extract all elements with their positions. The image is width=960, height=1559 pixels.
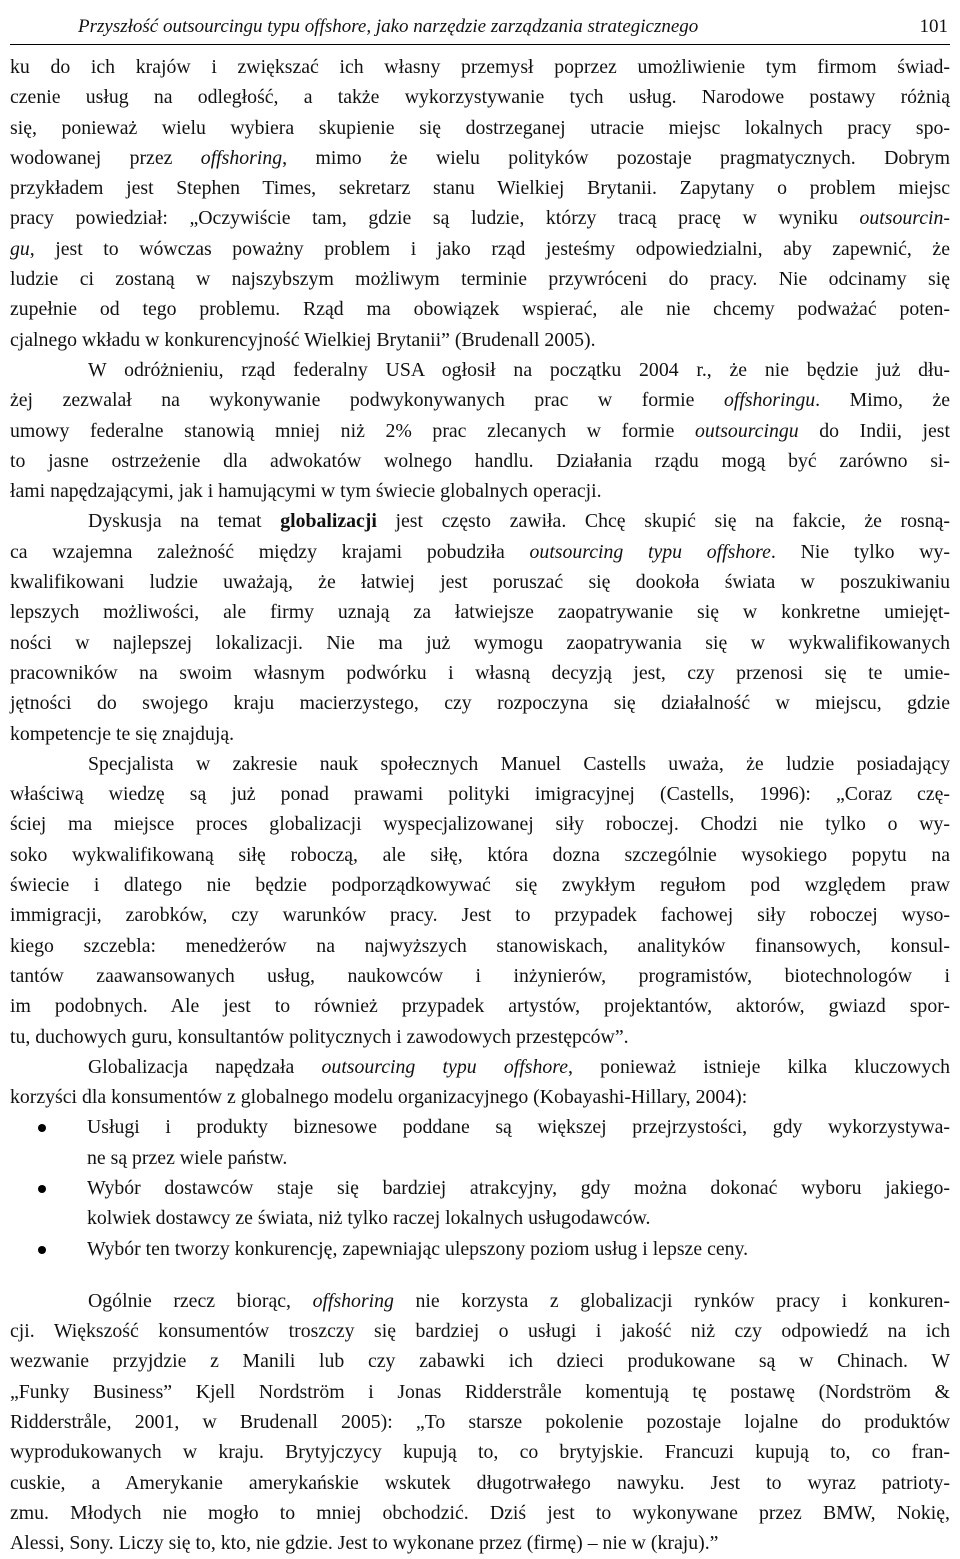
text-line: wezwanie przyjdzie z Manili lub czy zabawki ich dzieci produkowane są w Chinach. W [10,1350,950,1373]
text-line: pracowników na swoim własnym podwórku i własną decyzją jest, czy przenosi się te umie- [10,661,950,684]
text-line: kwalifikowani ludzie uważają, że łatwiej jest poruszać się dookoła świata w poszukiwaniu [10,571,950,594]
text-line: przykładem jest Stephen Times, sekretarz stanu Wielkiej Brytanii. Zapytany o problem miejsc [10,177,950,200]
text-run: ca wzajemna zależność między krajami pobudziła [10,540,530,563]
bullet-line: Wybór dostawców staje się bardziej atrakcyjny, gdy można dokonać wyboru jakiego- [87,1176,950,1199]
text-line: cuskie, a Amerykanie amerykańskie wskutek długotrwałego nawyku. Jest to wyraz patrioty- [10,1471,950,1494]
bullet-line: Usługi i produkty biznesowe poddane są większej przejrzystości, gdy wykorzystywa- [87,1116,950,1139]
bullet-icon [38,1124,46,1132]
paragraphs-bottom [10,1286,950,1559]
body-text [10,52,950,1559]
bold-term: globalizacji [280,510,377,533]
text-line: wyprodukowanych w kraju. Brytyjczycy kupują to, co brytyjskie. Francuzi kupują to, co fran- [10,1441,950,1464]
text-run: Ogólnie rzecz biorąc, [88,1289,313,1312]
text-line: soko wykwalifikowaną siłę roboczą, ale siłę, która dozna szczególnie wysokiego popytu na [10,843,950,866]
text-line [10,234,950,264]
text-line [10,537,950,567]
text-line [10,1052,950,1082]
italic-term: offshoring [312,1289,394,1312]
italic-term: outsourcing typu offshore [529,540,771,563]
text-line: zmu. Młodych nie mogło to mniej obchodzić. Dziś jest to wykonywane przez BMW, Nokię, [10,1501,950,1524]
running-title: Przyszłość outsourcingu typu offshore, jako narzędzie zarządzania strategicznego [78,16,699,37]
text-run: jest często zawiła. Chcę skupić się na fakcie, że rosną- [376,510,950,533]
text-line: ludzie ci zostaną w najszybszym możliwym terminie przywróceni do pracy. Nie odcinamy się [10,268,950,291]
italic-term: outsourcingu [694,419,799,442]
text-line: tu, duchowych guru, konsultantów politycznych i zawodowych przestępców”. [10,1025,629,1048]
text-line: „Funky Business” Kjell Nordström i Jonas Ridderstråle komentują tę postawę (Nordström & [10,1380,950,1403]
text-run: wodowanej przez [10,146,201,169]
text-line [10,1286,950,1316]
text-line [10,506,950,536]
text-line: czenie usług na odległość, a także wykorzystywanie tych usług. Narodowe postawy różnią [10,86,950,109]
text-run: do Indii, jest [798,419,950,442]
text-line: kompetencje te się znajdują. [10,722,235,745]
text-run: nie korzysta z globalizacji rynków pracy i konkuren- [393,1289,950,1312]
text-line: zupełnie od tego problemu. Rząd ma obowiązek wspierać, ale nie chcemy podważać poten- [10,298,950,321]
text-line: ności w najlepszej lokalizacji. Nie ma już wymogu zaopatrywania się w wykwalifikowanych [10,631,950,654]
text-line: się, ponieważ wielu wybiera skupienie się dostrzeganej utracie miejsc lokalnych pracy spo- [10,116,950,139]
text-run: . Mimo, że [815,389,951,412]
text-run: umowy federalne stanowią mniej niż 2% prac zlecanych w formie [10,419,695,442]
bullet-list [10,1112,950,1263]
text-line: cjalnego wkładu w konkurencyjność Wielkiej Brytanii” (Brudenall 2005). [10,328,596,351]
text-run: , mimo że wielu polityków pozostaje pragmatycznych. Dobrym [282,146,950,169]
text-line: korzyści dla konsumentów z globalnego modelu organizacyjnego (Kobayashi-Hillary, 2004): [10,1086,748,1109]
text-run: żej zezwalał na wykonywanie podwykonywanych prac w formie [10,389,724,412]
text-line: Specjalista w zakresie nauk społecznych Manuel Castells uważa, że ludzie posiadający [88,752,950,775]
text-line [10,385,950,415]
text-run: Globalizacja napędzała [88,1055,322,1078]
text-line: Ridderstråle, 2001, w Brudenall 2005): „To starsze pokolenie pozostaje lojalne do produktów [10,1411,950,1434]
text-line: ściej ma miejsce proces globalizacji wyspecjalizowanej siły roboczej. Chodzi nie tylko o wy- [10,813,950,836]
text-line: W odróżnieniu, rząd federalny USA ogłosił na początku 2004 r., że nie będzie już dłu- [88,358,950,381]
paragraphs-top [10,52,950,1112]
text-line: świecie i dlatego nie będzie podporządkowywać się zwykłym regułom pod względem praw [10,874,950,897]
text-run: pracy powiedział: „Oczywiście tam, gdzie są ludzie, którzy tracą pracę w wyniku [10,207,860,230]
bullet-line: Wybór ten tworzy konkurencję, zapewniając ulepszony poziom usług i lepsze ceny. [87,1237,749,1260]
text-run: , jest to wówczas poważny problem i jako rząd jesteśmy odpowiedzialni, aby zapewnić, że [29,237,950,260]
text-run: . Nie tylko wy- [770,540,950,563]
text-line [10,203,950,233]
text-line: immigracji, zarobków, czy warunków pracy. Jest to przypadek fachowej siły roboczej wyso- [10,904,950,927]
spacer [10,1264,950,1286]
bullet-line: ne są przez wiele państw. [87,1146,288,1169]
italic-term: outsourcin- [859,207,950,230]
text-line: tantów zaawansowanych usług, naukowców i inżynierów, programistów, biotechnologów i [10,964,950,987]
text-run: Dyskusja na temat [88,510,281,533]
text-line: cji. Większość konsumentów troszczy się bardziej o usługi i jakość niż czy odpowiedź na ich [10,1320,950,1343]
text-line: kiego szczebla: menedżerów na najwyższych stanowiskach, analityków finansowych, konsul- [10,934,950,957]
text-run: , ponieważ istnieje kilka kluczowych [567,1055,950,1078]
text-line [10,416,950,446]
page-number: 101 [919,16,948,37]
bullet-icon [38,1185,46,1193]
text-line: to jasne ostrzeżenie dla adwokatów wolnego handlu. Działania rządu mogą być zarówno si- [10,449,950,472]
bullet-icon [38,1246,46,1254]
text-line [10,143,950,173]
text-line: jętności do swojego kraju macierzystego, czy rozpoczyna się działalność w miejscu, gdzie [10,692,950,715]
text-line: Alessi, Sony. Liczy się to, kto, nie gdzie. Jest to wykonane przez (firmę) – nie w (kraju).” [10,1532,719,1555]
text-line: ku do ich krajów i zwiększać ich własny przemysł poprzez umożliwienie tym firmom świad- [10,56,950,78]
italic-term: offshoringu [723,389,816,412]
running-header [10,0,950,45]
text-line: im podobnych. Ale jest to również przypadek artystów, projektantów, aktorów, gwiazd spor- [10,995,950,1018]
text-line: lepszych możliwości, ale firmy uznają za łatwiejsze zaopatrywanie się w konkretne umiejęt- [10,601,950,624]
italic-term: outsourcing typu offshore [321,1055,568,1078]
italic-term: offshoring [200,146,283,169]
bullet-line: kolwiek dostawcy ze świata, niż tylko raczej lokalnych usługodawców. [87,1207,651,1230]
bullet-item [10,1112,950,1173]
italic-term: gu [10,237,30,260]
bullet-item [10,1234,950,1264]
bullet-item [10,1173,950,1234]
text-line: łami napędzającymi, jak i hamującymi w tym świecie globalnych operacji. [10,480,602,503]
text-line: właściwą wiedzę są już ponad prawami polityki imigracyjnej (Castells, 1996): „Coraz czę- [10,783,950,806]
